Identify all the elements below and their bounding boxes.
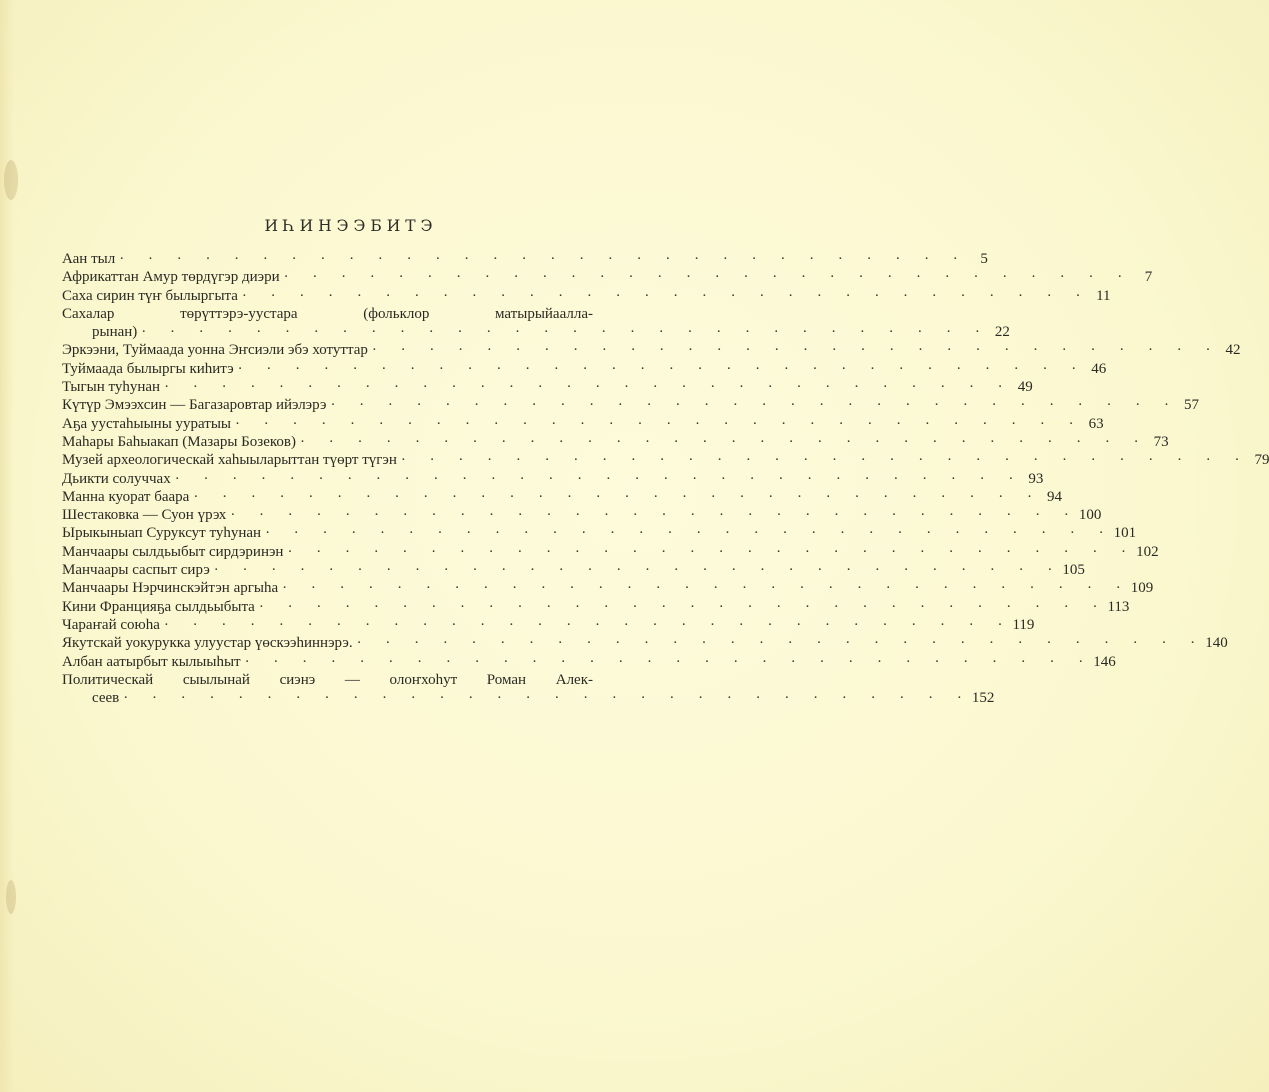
toc-entry-title: Манчаары Нэрчинскэйтэн аргыһа <box>62 580 279 597</box>
toc-page-number: 109 <box>1130 580 1154 597</box>
dot-leader: · · · · · · · · · · · · · · · · · · · · · · · · · · · · · · <box>193 488 1042 505</box>
toc-page-number: 152 <box>971 690 995 707</box>
toc-entry-title: Дьикти солуччах <box>62 470 171 487</box>
dot-leader: · · · · · · · · · · · · · · · · · · · · · · · · · · · · · · <box>141 324 990 341</box>
toc-entry-title: Аан тыл <box>62 251 116 267</box>
dot-leader: · · · · · · · · · · · · · · · · · · · · · · · · · · · · · · <box>123 690 972 707</box>
toc-entry <box>62 689 995 707</box>
toc-page-number: 146 <box>1093 653 1116 670</box>
toc-page-number: 57 <box>1184 397 1200 414</box>
toc-entry <box>62 268 1153 286</box>
toc-page-number: 101 <box>1113 525 1137 542</box>
paper-stain <box>6 880 16 914</box>
toc-entry-title: Манчаары сылдьыбыт сирдэринэн <box>62 543 284 560</box>
toc-entry <box>62 488 1062 506</box>
toc-entry <box>62 378 1033 396</box>
toc-entry <box>62 616 1035 634</box>
toc-entry-title: Албан аатырбыт кылыыһыт <box>62 653 241 670</box>
toc-entry-title: сеев <box>92 690 120 707</box>
toc-entry <box>62 360 1107 378</box>
dot-leader: · · · · · · · · · · · · · · · · · · · · · · · · · · · · · · <box>163 616 1013 633</box>
toc-entry <box>62 653 1116 671</box>
toc-entry-line <box>62 305 593 323</box>
toc-entry <box>62 250 988 268</box>
toc-entry-title: Манна куорат баара <box>62 488 190 505</box>
toc-page-number: 73 <box>1153 433 1169 450</box>
toc-entry <box>62 561 1085 579</box>
toc-page-number: 7 <box>1144 269 1153 286</box>
dot-leader: · · · · · · · · · · · · · · · · · · · · · · · · · · · · · · <box>287 543 1137 560</box>
toc-page-number: 100 <box>1078 507 1102 524</box>
toc-entry-title: Маһары Баһыакап (Мазары Бозеков) <box>62 433 296 450</box>
toc-entry <box>62 634 1228 652</box>
dot-leader: · · · · · · · · · · · · · · · · · · · · · · · · · · · · · · <box>230 507 1079 524</box>
toc-entry-title: рынан) <box>92 324 138 341</box>
toc-entry-title: Чараҥай союһа <box>62 616 160 633</box>
table-of-contents <box>62 250 1269 707</box>
toc-entry <box>62 579 1154 597</box>
dot-leader: · · · · · · · · · · · · · · · · · · · · · · · · · · · · · · <box>213 562 1063 579</box>
toc-entry-title: Аҕа уустаһыыны ууратыы <box>62 415 232 432</box>
toc-entry <box>62 323 1010 341</box>
toc-entry-title: Күтүр Эмээхсин — Багазаровтар ийэлэрэ <box>62 397 327 414</box>
toc-page-number: 79 <box>1254 452 1269 469</box>
toc-entry <box>62 543 1159 561</box>
dot-leader: · · · · · · · · · · · · · · · · · · · · · · · · · · · · · · <box>244 653 1094 670</box>
toc-entry-title: Африкаттан Амур төрдүгэр диэри <box>62 269 280 286</box>
toc-entry <box>62 598 1130 616</box>
dot-leader: · · · · · · · · · · · · · · · · · · · · · · · · · · · · · · <box>258 598 1108 615</box>
toc-page-number: 63 <box>1088 415 1104 432</box>
toc-entry-line <box>62 671 593 689</box>
toc-entry <box>62 396 1200 414</box>
toc-page-number: 22 <box>994 324 1010 341</box>
toc-entry-title: Ырыкыныап Суруксут туһунан <box>62 525 262 542</box>
dot-leader: · · · · · · · · · · · · · · · · · · · · · · · · · · · · · · <box>400 452 1250 469</box>
toc-entry-title: Манчаары саспыт сирэ <box>62 562 210 579</box>
dot-leader: · · · · · · · · · · · · · · · · · · · · · · · · · · · · · · <box>356 635 1206 652</box>
toc-entry <box>62 341 1241 359</box>
toc-page-number: 5 <box>980 251 988 267</box>
dot-leader: · · · · · · · · · · · · · · · · · · · · · · · · · · · · · · <box>300 433 1149 450</box>
dot-leader: · · · · · · · · · · · · · · · · · · · · · · · · · · · · · · <box>371 342 1221 359</box>
toc-entry-title: Политическай сыылынай сиэнэ — олоҥхоһут Роман Алек- <box>62 671 593 688</box>
toc-entry <box>62 415 1104 433</box>
toc-entry-title: Эркээни, Туймаада уонна Эҥсиэли эбэ хотуттар <box>62 342 368 359</box>
toc-entry <box>62 524 1137 542</box>
toc-entry-title: Шестаковка — Суон үрэх <box>62 507 227 524</box>
dot-leader: · · · · · · · · · · · · · · · · · · · · · · · · · · · · · · <box>237 360 1087 377</box>
dot-leader: · · · · · · · · · · · · · · · · · · · · · · · · · · · · · · <box>241 287 1091 304</box>
page-heading: ИҺИНЭЭБИТЭ <box>264 217 438 235</box>
paper-stain <box>4 160 18 200</box>
toc-page-number: 94 <box>1046 488 1062 505</box>
dot-leader: · · · · · · · · · · · · · · · · · · · · · · · · · · · · · · <box>164 379 1013 396</box>
toc-page-number: 42 <box>1225 342 1241 359</box>
toc-entry-title: Кини Францияҕа сылдьыбыта <box>62 598 255 615</box>
toc-entry <box>62 433 1169 451</box>
toc-page-number: 105 <box>1062 562 1085 579</box>
toc-entry-title: Туймаада былыргы киһитэ <box>62 360 234 377</box>
dot-leader: · · · · · · · · · · · · · · · · · · · · · · · · · · · · · · <box>174 470 1024 487</box>
dot-leader: · · · · · · · · · · · · · · · · · · · · · · · · · · · · · · <box>283 269 1133 286</box>
dot-leader: · · · · · · · · · · · · · · · · · · · · · · · · · · · · · · <box>119 251 968 267</box>
toc-entry-title: Сахалар төрүттэрэ-уустара (фольклор матырыйаалла- <box>62 305 593 322</box>
toc-entry-title: Тыгын туһунан <box>62 379 161 396</box>
toc-page-number: 119 <box>1012 616 1035 633</box>
toc-entry <box>62 287 1111 305</box>
toc-page-number: 46 <box>1091 360 1107 377</box>
toc-page-number: 93 <box>1028 470 1044 487</box>
toc-page-number: 102 <box>1136 543 1159 560</box>
toc-page-number: 11 <box>1096 287 1111 304</box>
toc-page-number: 140 <box>1205 635 1228 652</box>
toc-entry <box>62 506 1102 524</box>
toc-entry-title: Музей археологическай хаһыыларыттан түөрт түгэн <box>62 452 397 469</box>
toc-page-number: 49 <box>1017 379 1033 396</box>
dot-leader: · · · · · · · · · · · · · · · · · · · · · · · · · · · · · · <box>265 525 1114 542</box>
dot-leader: · · · · · · · · · · · · · · · · · · · · · · · · · · · · · · <box>282 580 1131 597</box>
toc-entry <box>62 470 1044 488</box>
dot-leader: · · · · · · · · · · · · · · · · · · · · · · · · · · · · · · <box>330 397 1180 414</box>
dot-leader: · · · · · · · · · · · · · · · · · · · · · · · · · · · · · · <box>235 415 1084 432</box>
toc-entry <box>62 451 1269 469</box>
toc-entry-title: Саха сирин түҥ былыргыта <box>62 287 238 304</box>
toc-entry-title: Якутскай уокурукка улуустар үөскээһиннэрэ. <box>62 635 353 652</box>
toc-page-number: 113 <box>1107 598 1130 615</box>
